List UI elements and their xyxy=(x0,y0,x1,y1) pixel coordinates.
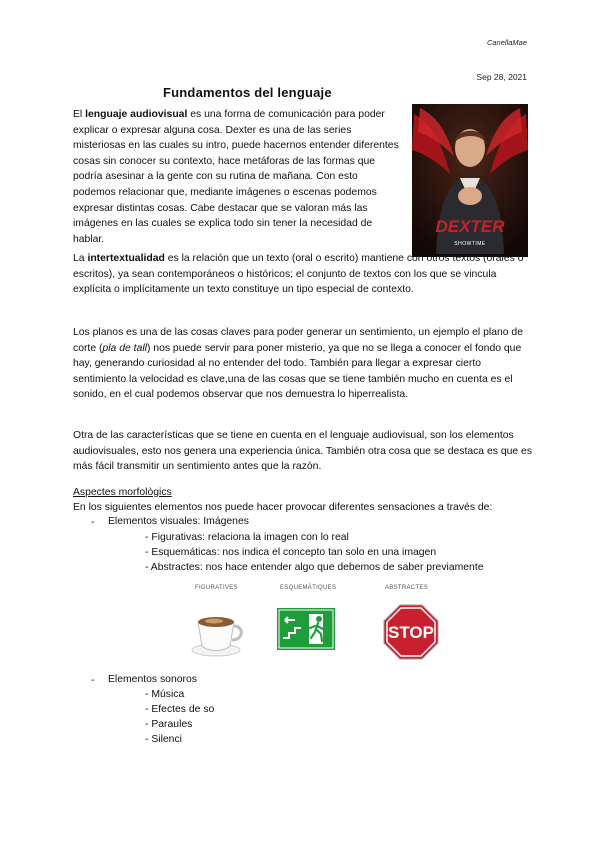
image-label-esquematiques: ESQUEMÀTIQUES xyxy=(280,585,337,591)
sub-item-abstractes: - Abstractes: nos hace entender algo que debemos de saber previamente xyxy=(145,562,484,573)
author-name: CanellaMae xyxy=(486,38,527,47)
paragraph-planos: Los planos es una de las cosas claves para poder generar un sentimiento, un ejemplo el plano de corte (pla de tall) nos puede servir para poner misterio, ya que no se llega a conocer el fondo que hay, generando curiosidad al no entender del todo. También para llegar a expresar cierto sentimiento la velocidad es clave,una de las cosas que se tiene también mucho en cuenta es el sonido, en el cual podemos observar que nos demuestra lo hiperrealista. xyxy=(73,327,523,401)
sub-item-figurativas: - Figurativas: relaciona la imagen con lo real xyxy=(145,532,349,543)
paragraph-elementos-audiovisuales: Otra de las características que se tiene en cuenta en el lenguaje audiovisual, son los elementos audiovisuales, esto nos genera una experiencia única. También otra cosa que se destaca es que es más fácil transmitir un sentimiento antes que la razón. xyxy=(73,430,533,473)
coffee-cup-icon xyxy=(190,608,246,663)
sub-item-efectes: - Efectes de so xyxy=(145,704,215,715)
sub-item-musica: - Música xyxy=(145,689,185,700)
page-title: Fundamentos del lenguaje xyxy=(163,85,332,100)
term-intertextualidad: intertextualidad xyxy=(87,253,165,264)
sub-item-silenci: - Silenci xyxy=(145,734,182,745)
section-intro: En los siguientes elementos nos puede hacer provocar diferentes sensaciones a través de: xyxy=(73,502,493,513)
poster-network-text: SHOWTIME xyxy=(454,241,486,247)
dexter-poster-image xyxy=(412,104,528,257)
image-label-figuratives: FIGURATIVES xyxy=(195,585,238,591)
stop-sign-text: STOP xyxy=(388,623,434,642)
section-heading: Aspectes morfològics xyxy=(73,487,172,498)
paragraph-intertextualidad: La intertextualidad es la relación que un texto (oral o escrito) mantiene con otros textos (orales o escritos), ya sean contemporáneos o históricos; el conjunto de textos con los que se vincula explícita o implícitamente un texto constituye un tipo especial de contexto. xyxy=(73,253,524,296)
exit-sign-icon xyxy=(277,608,335,655)
sub-item-esquematicas: - Esquemáticas: nos indica el concepto tan solo en una imagen xyxy=(145,547,437,558)
term-pla-de-tall: pla de tall xyxy=(102,342,147,354)
stop-sign-icon xyxy=(383,604,439,665)
term-lenguaje-audiovisual: lenguaje audiovisual xyxy=(85,109,188,120)
list-item-visual: Elementos visuales: Imágenes xyxy=(108,516,249,527)
list-item-sound: Elementos sonoros xyxy=(108,674,197,685)
list-bullet-visual: - xyxy=(91,517,95,528)
poster-title-text: DEXTER xyxy=(435,217,505,236)
sub-item-paraules: - Paraules xyxy=(145,719,193,730)
image-label-abstractes: ABSTRACTES xyxy=(385,585,429,591)
list-bullet-sound: - xyxy=(91,675,95,686)
paragraph-lenguaje-audiovisual: El lenguaje audiovisual es una forma de comunicación para poder explicar o expresar alguna cosa. Dexter es una de las series misteriosas en las cuales su intro, puede hacernos entender diferentes cosas sin conocer su contexto, hace metáforas de las formas que podría asesinar a la gente con su rutina de mañana. Con esto podemos relacionar que, mediante imágenes o escenas podemos expresar distintas cosas. Cabe destacar que se valoran más las imágenes en las cuales se explica todo sin tener la necesidad de hablar. xyxy=(73,109,399,245)
document-date: Sep 28, 2021 xyxy=(476,72,527,82)
